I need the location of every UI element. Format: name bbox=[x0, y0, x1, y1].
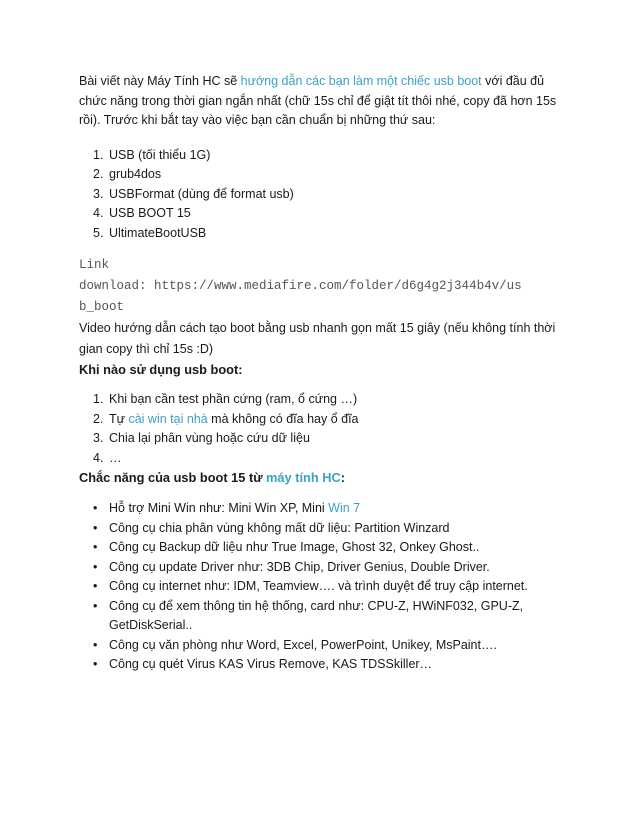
list-item bbox=[79, 538, 561, 558]
features-title-after: : bbox=[340, 470, 345, 485]
intro-text-before: Bài viết này Máy Tính HC sẽ bbox=[79, 74, 241, 88]
list-item bbox=[79, 204, 561, 224]
list-text: Công cụ để xem thông tin hệ thống, card như: CPU-Z, HWiNF032, GPU-Z, GetDiskSerial.. bbox=[109, 598, 524, 632]
list-text: USB (tối thiểu 1G) bbox=[109, 147, 211, 162]
bullet-icon: • bbox=[93, 501, 98, 515]
list-number: 1. bbox=[93, 392, 104, 406]
list-number: 3. bbox=[93, 186, 104, 201]
list-number: 2. bbox=[93, 167, 104, 181]
list-item bbox=[79, 146, 561, 166]
list-item bbox=[79, 449, 561, 469]
list-number: 4. bbox=[93, 450, 104, 465]
section-title-features bbox=[79, 468, 561, 488]
list-item bbox=[79, 499, 561, 519]
list-item bbox=[79, 597, 561, 636]
list-item bbox=[79, 224, 561, 244]
bullet-icon: • bbox=[93, 637, 98, 652]
list-text: UltimateBootUSB bbox=[109, 225, 207, 240]
list-text: Tự bbox=[109, 411, 129, 426]
bullet-icon: • bbox=[93, 598, 98, 613]
bullet-icon: • bbox=[93, 520, 98, 535]
list-item bbox=[79, 655, 561, 675]
list-number: 2. bbox=[93, 411, 104, 426]
list-text: Công cụ chia phân vùng không mất dữ liệu: Partition Winzard bbox=[109, 520, 450, 535]
list-item bbox=[79, 429, 561, 449]
video-paragraph: Video hướng dẫn cách tạo boot bằng usb nhanh gọn mất 15 giây (nếu không tính thời gian copy thì chỉ 15s :D) bbox=[79, 321, 556, 356]
list-item bbox=[79, 519, 561, 539]
list-number: 4. bbox=[93, 206, 104, 220]
list-item bbox=[79, 185, 561, 205]
list-item bbox=[79, 636, 561, 656]
download-line-1: Link bbox=[79, 258, 110, 272]
list-item bbox=[79, 410, 561, 430]
bullet-icon: • bbox=[93, 540, 98, 554]
list-text: Hỗ trợ Mini Win như: Mini Win XP, Mini bbox=[109, 501, 329, 515]
uses-list bbox=[79, 390, 561, 468]
article-body bbox=[79, 72, 561, 675]
list-text: Công cụ internet như: IDM, Teamview…. và trình duyệt để truy cập internet. bbox=[109, 579, 528, 593]
list-text: Chia lại phân vùng hoặc cứu dữ liệu bbox=[109, 431, 310, 445]
list-text: Công cụ Backup dữ liệu như True Image, Ghost 32, Onkey Ghost.. bbox=[109, 540, 480, 554]
list-text: Công cụ quét Virus KAS Virus Remove, KAS TDSSkiller… bbox=[109, 657, 433, 671]
download-link-block[interactable] bbox=[79, 255, 561, 318]
list-item bbox=[79, 558, 561, 578]
bullet-icon: • bbox=[93, 657, 98, 671]
prep-list bbox=[79, 146, 561, 244]
list-text: … bbox=[109, 450, 122, 465]
list-item bbox=[79, 577, 561, 597]
download-line-3: b_boot bbox=[79, 300, 125, 314]
features-list bbox=[79, 499, 561, 675]
maytinhhc-link[interactable]: máy tính HC bbox=[266, 470, 341, 485]
list-text: Khi bạn cần test phần cứng (ram, ổ cứng …) bbox=[109, 392, 358, 406]
list-number: 1. bbox=[93, 147, 104, 162]
section-title-when: Khi nào sử dụng usb boot: bbox=[79, 362, 243, 377]
bullet-icon: • bbox=[93, 579, 98, 593]
intro-link[interactable]: hướng dẫn các bạn làm một chiếc usb boot bbox=[240, 74, 482, 88]
list-text: USBFormat (dùng để format usb) bbox=[109, 186, 294, 201]
intro-paragraph bbox=[79, 72, 561, 131]
prep-list-block bbox=[79, 146, 561, 244]
list-text: grub4dos bbox=[109, 167, 162, 181]
list-text: Công cụ update Driver như: 3DB Chip, Driver Genius, Double Driver. bbox=[109, 559, 490, 574]
list-text: Công cụ văn phòng như Word, Excel, PowerPoint, Unikey, MsPaint…. bbox=[109, 637, 497, 652]
win7-link[interactable]: Win 7 bbox=[328, 501, 361, 515]
bullet-icon: • bbox=[93, 559, 98, 574]
download-line-2: download: https://www.mediafire.com/folder/d6g4g2j344b4v/us bbox=[79, 279, 522, 293]
features-title-before: Chắc năng của usb boot 15 từ bbox=[79, 470, 267, 485]
list-number: 3. bbox=[93, 431, 104, 445]
install-win-link[interactable]: cài win tại nhà bbox=[128, 411, 208, 426]
list-item bbox=[79, 390, 561, 410]
list-text: USB BOOT 15 bbox=[109, 206, 191, 220]
list-item bbox=[79, 165, 561, 185]
uses-list-block bbox=[79, 390, 561, 468]
list-text-after: mà không có đĩa hay ổ đĩa bbox=[207, 411, 359, 426]
list-number: 5. bbox=[93, 225, 104, 240]
intro-text-after: với đầu đủ chức năng trong thời gian ngắn nhất (chữ 15s chỉ để giật tít thôi nhé, copy đã hơn 15s rồi). Trước khi bắt tay vào việc bạn cần chuẩn bị những thứ sau: bbox=[79, 74, 557, 127]
